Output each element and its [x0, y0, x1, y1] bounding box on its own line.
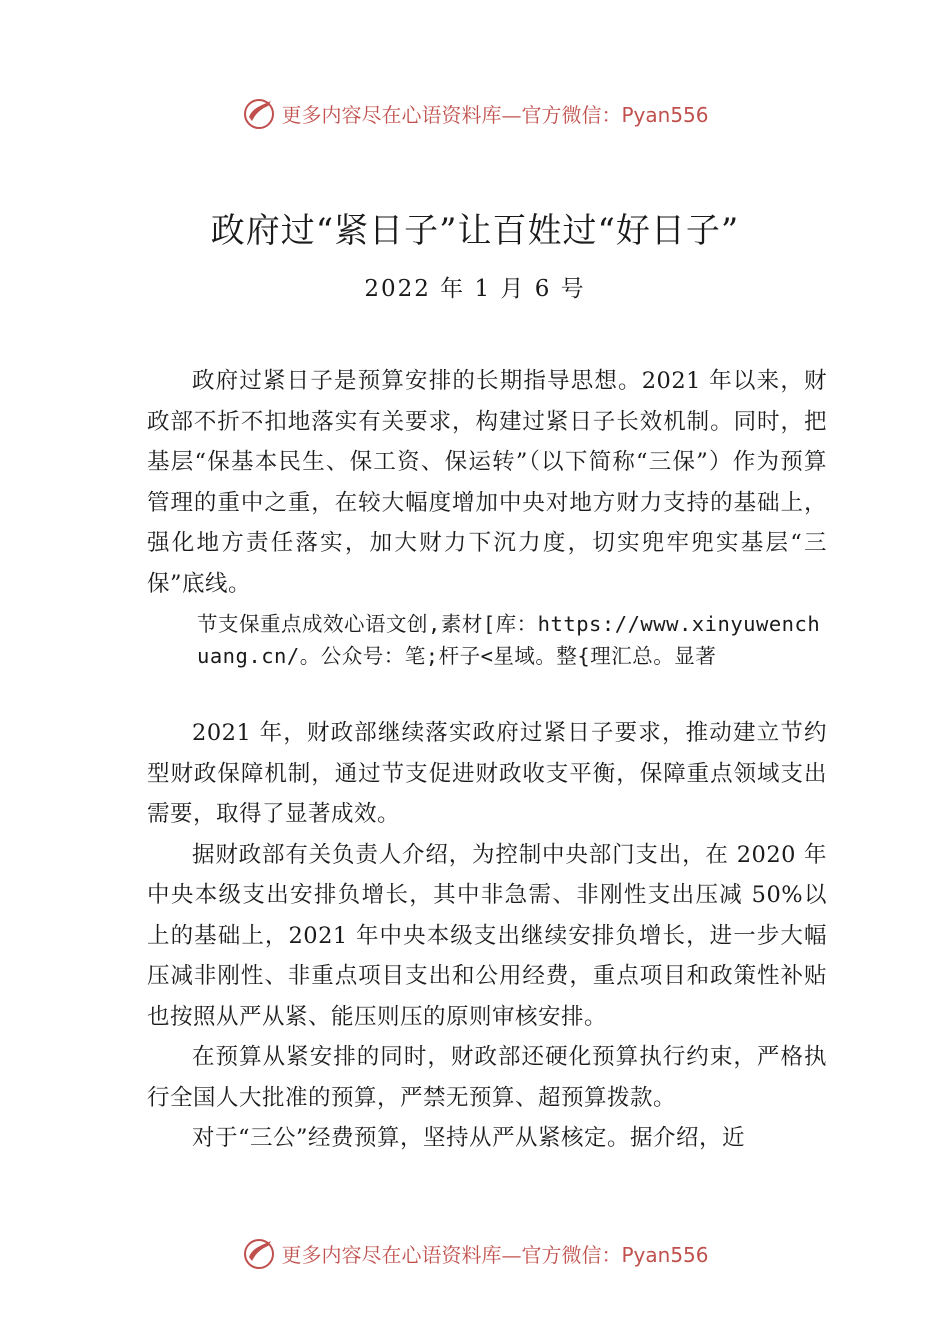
paragraph: 2021 年，财政部继续落实政府过紧日子要求，推动建立节约型财政保障机制，通过节支促进财政收支平衡，保障重点领域支出需要，取得了显著成效。 [147, 720, 827, 827]
banner-site-text: 更多内容尽在心语资料库 [281, 1242, 502, 1267]
pen-logo-icon [241, 95, 277, 131]
document-date: 2022 年 1 月 6 号 [364, 276, 586, 302]
banner-wechat-id: Pyan556 [621, 102, 709, 127]
header-banner [0, 93, 950, 133]
footer-banner [0, 1233, 950, 1273]
pen-logo-icon [241, 1235, 277, 1271]
source-note: 节支保重点成效心语文创,素材[库：https://www.xinyuwenchuang.cn/。公众号：笔;杆子<星域。整{理汇总。显著 [197, 612, 821, 668]
body-section-b [147, 713, 827, 1159]
paragraph: 在预算从紧安排的同时，财政部还硬化预算执行约束，严格执行全国人大批准的预算，严禁无预算、超预算拨款。 [147, 1044, 827, 1111]
banner-separator: — [501, 1242, 522, 1267]
paragraph: 政府过紧日子是预算安排的长期指导思想。2021 年以来，财政部不折不扣地落实有关要求，构建过紧日子长效机制。同时，把基层“保基本民生、保工资、保运转”（以下简称“三保”）作为预算管理的重中之重，在较大幅度增加中央对地方财力支持的基础上，强化地方责任落实，加大财力下沉力度，切实兜牢兜实基层“三保”底线。 [147, 368, 827, 597]
banner-site-text: 更多内容尽在心语资料库 [281, 102, 502, 127]
banner-wechat-label: 官方微信： [521, 102, 622, 127]
banner-wechat-label: 官方微信： [521, 1242, 622, 1267]
body-section-a [147, 361, 827, 604]
document-title: 政府过“紧日子”让百姓过“好日子” [210, 211, 740, 251]
banner-wechat-id: Pyan556 [621, 1242, 709, 1267]
paragraph: 据财政部有关负责人介绍，为控制中央部门支出，在 2020 年中央本级支出安排负增长，其中非急需、非刚性支出压减 50%以上的基础上，2021 年中央本级支出继续安排负增长，进一步大幅压减非刚性、非重点项目支出和公用经费，重点项目和政策性补贴也按照从严从紧、能压则压的原则审核安排。 [147, 841, 827, 1030]
paragraph: 对于“三公”经费预算，坚持从严从紧核定。据介绍，近 [192, 1125, 746, 1151]
banner-separator: — [501, 102, 522, 127]
